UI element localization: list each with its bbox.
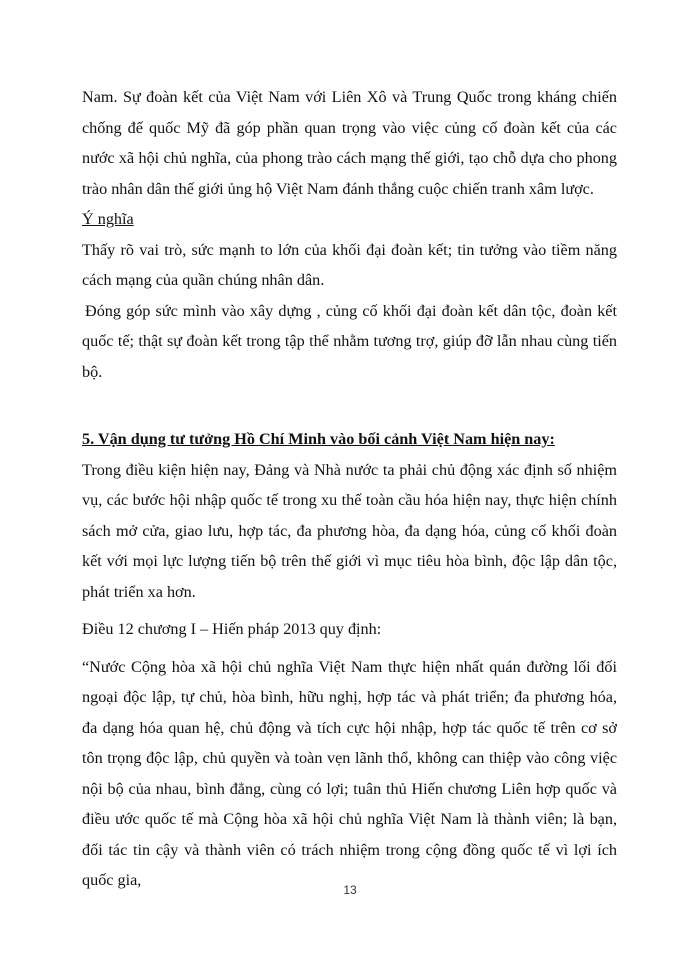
paragraph-meaning-1: Thấy rõ vai trò, sức mạnh to lớn của khối đại đoàn kết; tin tưởng vào tiềm năng cách mạng của quần chúng nhân dân. [82,240,617,289]
paragraph-meaning-2: Đóng góp sức mình vào xây dựng , củng cố khối đại đoàn kết dân tộc, đoàn kết quốc tế; thật sự đoàn kết trong tập thể nhằm tương trợ, giúp đỡ lẫn nhau cùng tiến bộ. [82,301,617,381]
blank-line [82,387,617,417]
paragraph-article-12: Điều 12 chương I – Hiến pháp 2013 quy định: [82,620,382,638]
paragraph-solidarity: Nam. Sự đoàn kết của Việt Nam với Liên Xô và Trung Quốc trong kháng chiến chống đế quốc Mỹ đã góp phần quan trọng vào việc củng cố đoàn kết của các nước xã hội chủ nghĩa, của phong trào cách mạng thế giới, tạo chỗ dựa cho phong trào nhân dân thế giới ủng hộ Việt Nam đánh thắng cuộc chiến tranh xâm lược. [82,88,617,198]
label-meaning: Ý nghĩa [82,210,134,228]
section-heading-5: 5. Vận dụng tư tưởng Hồ Chí Minh vào bối cảnh Việt Nam hiện nay: [82,430,555,448]
paragraph-application: Trong điều kiện hiện nay, Đảng và Nhà nước ta phải chủ động xác định số nhiệm vụ, các bước hội nhập quốc tế trong xu thế toàn cầu hóa hiện nay, thực hiện chính sách mở cửa, giao lưu, hợp tác, đa phương hòa, đa dạng hóa, củng cố khối đoàn kết với mọi lực lượng tiến bộ trên thế giới vì mục tiêu hòa bình, độc lập dân tộc, phát triển xa hơn. [82,460,617,601]
page-number: 13 [343,883,357,897]
paragraph-constitution-quote: “Nước Cộng hòa xã hội chủ nghĩa Việt Nam thực hiện nhất quán đường lối đối ngoại độc lập, tự chủ, hòa bình, hữu nghị, hợp tác và phát triển; đa phương hóa, đa dạng hóa quan hệ, chủ động và tích cực hội nhập, hợp tác quốc tế trên cơ sở tôn trọng độc lập, chủ quyền và toàn vẹn lãnh thổ, không can thiệp vào công việc nội bộ của nhau, bình đẳng, cùng có lợi; tuân thủ Hiến chương Liên hợp quốc và điều ước quốc tế mà Cộng hòa xã hội chủ nghĩa Việt Nam là thành viên; là bạn, đối tác tin cậy và thành viên có trách nhiệm trong cộng đồng quốc tế vì lợi ích quốc gia, [82,657,617,889]
document-page [82,82,617,896]
